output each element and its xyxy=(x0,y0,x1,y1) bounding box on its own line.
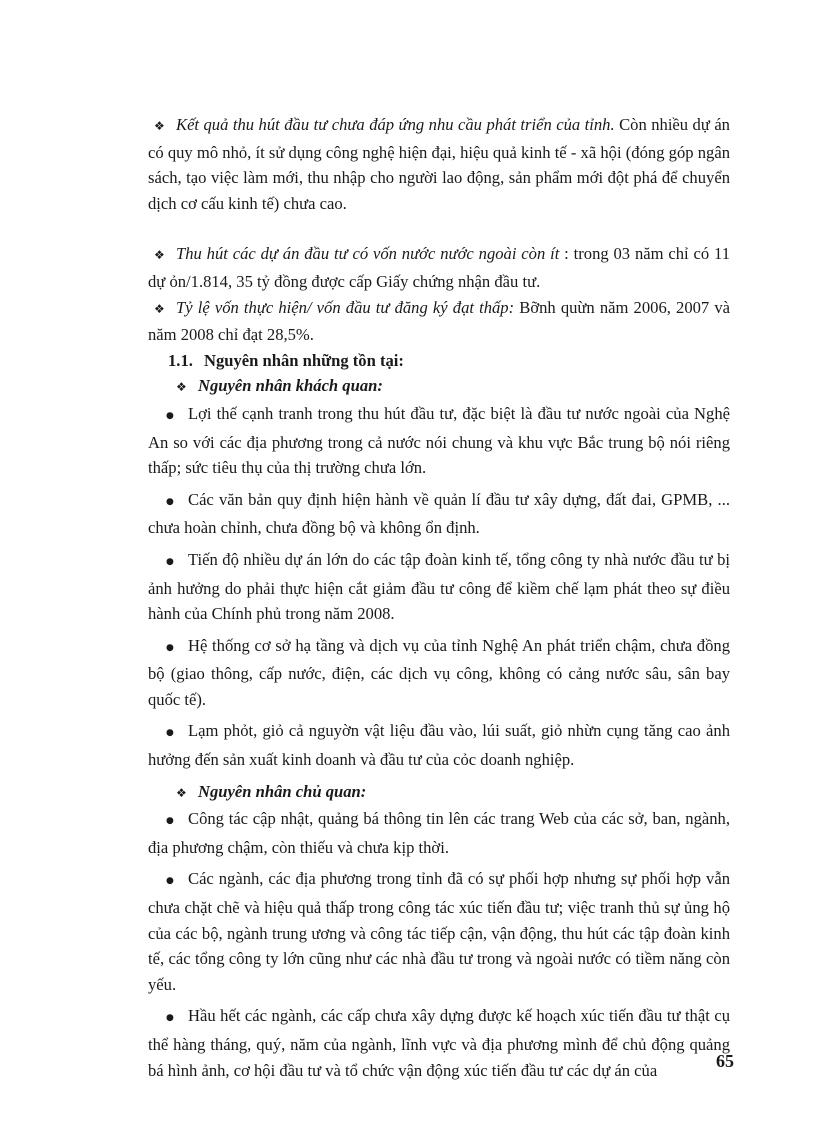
paragraph-lead: Tỷ lệ vốn thực hiện/ vốn đầu tư đăng ký đạt thấp: xyxy=(176,297,515,317)
bullet-paragraph xyxy=(148,487,730,541)
section-title: Nguyên nhân những tồn tại: xyxy=(204,350,404,370)
paragraph-text: Bỡnh quừn năm 2006, 2007 và năm 2008 chỉ đạt 28,5%. xyxy=(148,297,731,345)
diamond-paragraph xyxy=(148,241,730,294)
paragraph-text: Hầu hết các ngành, các cấp chưa xây dựng được kế hoạch xúc tiến đầu tư thật cụ thể hàng tháng, quý, năm của ngành, lĩnh vực và địa phương mình để chủ động quảng bá hình ảnh, cơ hội đầu tư và tổ chức vận động xúc tiến đầu tư các dự án của xyxy=(148,1006,730,1080)
section-heading xyxy=(148,348,730,374)
diamond-bullet-icon: ❖ xyxy=(154,248,165,263)
dot-bullet-icon: ● xyxy=(166,410,174,421)
subsection-title: Nguyên nhân chủ quan: xyxy=(198,781,367,801)
subsection-title: Nguyên nhân khách quan: xyxy=(198,376,383,396)
paragraph-text: Còn nhiều dự án có quy mô nhỏ, ít sử dụng công nghệ hiện đại, hiệu quả kinh tế - xã hội (đóng góp ngân sách, tạo việc làm mới, thu nhập cho người lao động, sản phẩm mới đột phá để chuyển dịch cơ cấu kinh tế) chưa cao. xyxy=(148,115,730,213)
paragraph-text: Tiến độ nhiều dự án lớn do các tập đoàn kinh tế, tổng công ty nhà nước đầu tư bị ảnh hưởng do phải thực hiện cắt giảm đầu tư công để kiềm chế lạm phát theo sự điều hành của Chính phủ trong năm 2008. xyxy=(148,549,730,624)
paragraph-text: Công tác cập nhật, quảng bá thông tin lên các trang Web của các sở, ban, ngành, địa phương chậm, còn thiếu và chưa kịp thời. xyxy=(148,809,730,857)
diamond-bullet-icon: ❖ xyxy=(154,119,165,133)
bullet-paragraph xyxy=(148,806,730,860)
diamond-bullet-icon: ❖ xyxy=(154,301,165,316)
dot-bullet-icon: ● xyxy=(166,556,174,567)
bullet-paragraph xyxy=(148,1003,730,1083)
bullet-paragraph xyxy=(148,401,730,481)
dot-bullet-icon: ● xyxy=(166,816,174,827)
paragraph-text: Lợi thế cạnh tranh trong thu hút đầu tư, đặc biệt là đầu tư nước ngoài của Nghệ An so với các địa phương trong cả nước nói chung và khu vực Bắc trung bộ nói riêng thấp; sức tiêu thụ của thị trường chưa lớn. xyxy=(148,403,730,478)
paragraph-lead: Thu hút các dự án đầu tư có vốn nước nước ngoài còn ít xyxy=(176,244,560,264)
paragraph-text: Hệ thống cơ sở hạ tầng và dịch vụ của tỉnh Nghệ An phát triển chậm, chưa đồng bộ (giao thông, cấp nước, điện, các dịch vụ công, không có cảng nước sâu, sân bay quốc tế). xyxy=(148,635,730,709)
bullet-paragraph xyxy=(148,547,730,627)
section-number: 1.1. xyxy=(168,350,193,370)
diamond-bullet-icon: ❖ xyxy=(176,380,187,395)
diamond-bullet-icon: ❖ xyxy=(176,785,187,800)
paragraph-text: Lạm phỏt, giỏ cả nguyờn vật liệu đầu vào, lúi suất, giỏ nhừn cụng tăng cao ảnh hưởng đến sản xuất kinh doanh và đầu tư của cỏc doanh nghiệp. xyxy=(148,721,730,770)
document-body xyxy=(148,112,730,1089)
bullet-paragraph xyxy=(148,718,730,772)
page-number: 65 xyxy=(716,1051,734,1071)
paragraph-gap xyxy=(148,216,730,241)
paragraph-text: Các ngành, các địa phương trong tỉnh đã có sự phối hợp nhưng sự phối hợp vẫn chưa chặt chẽ và hiệu quả thấp trong công tác xúc tiến đầu tư; việc tranh thủ sự ủng hộ của các bộ, ngành trung ương và công tác tiếp cận, vận động, thu hút các tập đoàn kinh tế, các tổng công ty lớn cũng như các nhà đầu tư trong và ngoài nước có tiềm năng còn yếu. xyxy=(148,869,730,994)
subsection-heading xyxy=(148,779,730,807)
diamond-paragraph xyxy=(148,112,730,216)
diamond-paragraph xyxy=(148,295,730,348)
paragraph-lead: Kết quả thu hút đầu tư chưa đáp ứng nhu cầu phát triển của tỉnh. xyxy=(176,115,615,134)
paragraph-text: Các văn bản quy định hiện hành về quản lí đầu tư xây dựng, đất đai, GPMB, ... chưa hoàn chỉnh, chưa đồng bộ và không ổn định. xyxy=(148,489,730,538)
bullet-paragraph xyxy=(148,633,730,713)
bullet-paragraph xyxy=(148,866,730,997)
dot-bullet-icon: ● xyxy=(166,1013,174,1024)
dot-bullet-icon: ● xyxy=(166,496,174,507)
subsection-heading xyxy=(148,373,730,401)
dot-bullet-icon: ● xyxy=(166,642,174,653)
paragraph-text: : trong 03 năm chỉ có 11 dự ỏn/1.814, 35 tỷ đồng được cấp Giấy chứng nhận đầu tư. xyxy=(148,244,730,291)
dot-bullet-icon: ● xyxy=(166,728,174,739)
dot-bullet-icon: ● xyxy=(166,876,174,887)
